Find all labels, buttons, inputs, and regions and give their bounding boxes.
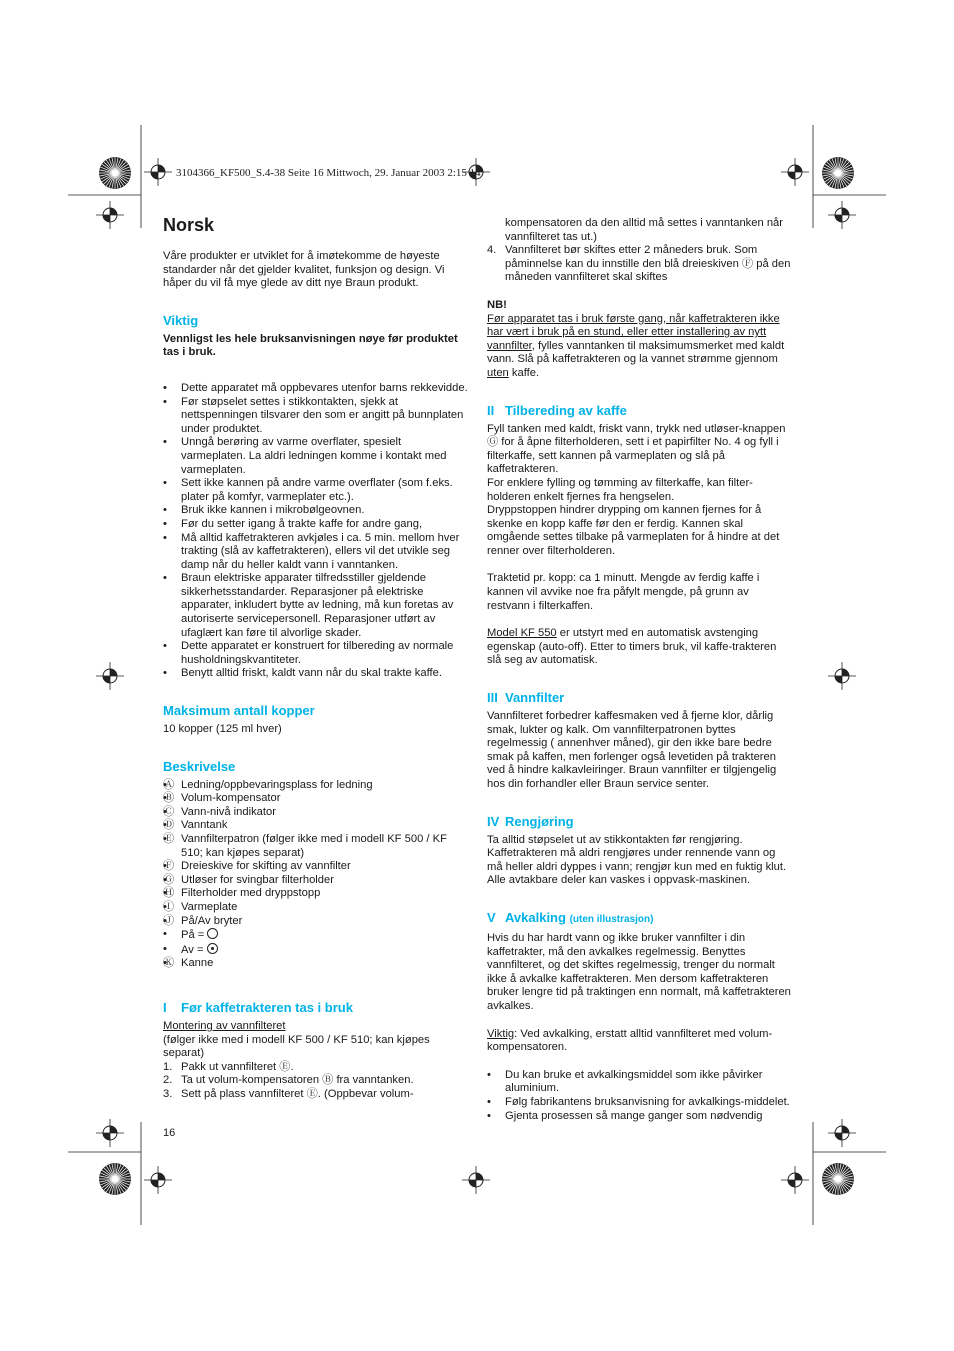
list-item: • Følg fabrikantens bruksanvisning for avkalkings-middelet. bbox=[487, 1096, 792, 1110]
list-item: • Sett ikke kannen på andre varme overflater (som f.eks. plater på komfyr, varmeplater etc.). bbox=[163, 477, 468, 504]
list-item: • Benytt alltid friskt, kaldt vann når du skal trakte kaffe. bbox=[163, 667, 468, 681]
descaling-bullet-list bbox=[487, 1069, 792, 1123]
viktig-notice: Vennligst les hele bruksanvisningen nøye før produktet tas i bruk. bbox=[163, 332, 458, 359]
list-item: • Dette apparatet må oppbevares utenfor barns rekkevidde. bbox=[163, 382, 468, 396]
left-column bbox=[163, 214, 468, 1102]
auto-off-paragraph: Model KF 550 er utstyrt med en automatisk avstenging egenskap (auto-off). Etter to timers bruk, vil kaffe-trakteren slå seg av automatisk. bbox=[487, 627, 777, 667]
brewing-paragraph-2: For enklere fylling og tømming av filterkaffe, kan filter-holderen enkelt fjernes fra hengselen. bbox=[487, 476, 753, 503]
list-item: 3. Sett på plass vannfilteret Ⓔ. (Oppbevar volum- bbox=[163, 1087, 414, 1100]
off-symbol-icon bbox=[207, 928, 218, 939]
list-item: • Unngå berøring av varme overflater, spesielt varmeplaten. La aldri ledningen komme i kontakt med varmeplaten. bbox=[163, 436, 468, 477]
brewing-paragraph-4: Traktetid pr. kopp: ca 1 minutt. Mengde av ferdig kaffe i kannen vil avvike noe fra påfylt mengde, på grunn av restvann i filterkaffen. bbox=[487, 572, 760, 612]
cleaning-paragraph: Ta alltid støpselet ut av stikkontakten før rengjøring. Kaffetrakteren må aldri rengjøres under rennende vann og må heller aldri dyppes i vann; rengjør kun med en fuktig klut. Alle avtakbare deler kan vaskes i oppvask-maskinen. bbox=[487, 833, 787, 887]
descaling-important: Viktig: Ved avkalking, erstatt alltid vannfilteret med volum-kompensatoren. bbox=[487, 1027, 773, 1054]
list-item: • Du kan bruke et avkalkingsmiddel som ikke påvirker aluminium. bbox=[487, 1069, 792, 1096]
list-item: 2. Ta ut volum-kompensatoren Ⓑ fra vanntanken. bbox=[163, 1074, 414, 1087]
list-item: • Før støpselet settes i stikkontakten, sjekk at nettspenningen tilsvarer den som er angitt på bunnplaten under produktet. bbox=[163, 396, 468, 437]
list-item: • På = bbox=[163, 928, 468, 943]
brewing-paragraph-3: Dryppstoppen hindrer drypping om kannen fjernes for å skenke en kopp kaffe før den er ferdig. Kannen skal omgående settes tilbake på varmeplaten for å hindre at det renner over filterholderen. bbox=[487, 504, 780, 557]
water-filter-paragraph: Vannfilteret forbedrer kaffesmaken ved å fjerne klor, dårlig smak, lukter og kalk. Om vannfilterpatronen byttes regelmessig ( annenhver måned), gir den ikke bare bedre smak på kaffen, men forlenger også levetiden på trakteren ved å hindre kalkavleiringer. Braun vannfilter er tilgjengelig hos din forhandler eller Braun service senter. bbox=[487, 710, 777, 790]
description-heading: Beskrivelse bbox=[163, 758, 236, 774]
list-item: • Ⓔ Vannfilterpatron (følger ikke med i modell KF 500 / KF 510; kan kjøpes separat) bbox=[163, 833, 468, 860]
list-item: • Braun elektriske apparater tilfredsstiller gjeldende sikkerhetsstandarder. Reparasjoner på elektriske apparater, inkludert bytte av ledning, må kun foretas av autoriserte servicepersonell. Reparasjoner utført av ufaglært kan føre til alvorlige skader. bbox=[163, 572, 468, 640]
right-column bbox=[487, 217, 792, 1123]
list-item: • Ⓕ Dreieskive for skifting av vannfilter bbox=[163, 860, 468, 874]
list-item: 1. Pakk ut vannfilteret Ⓔ. bbox=[163, 1060, 294, 1073]
list-item: • Bruk ikke kannen i mikrobølgeovnen. bbox=[163, 504, 468, 518]
on-symbol-icon bbox=[207, 943, 218, 954]
nb-paragraph: Før apparatet tas i bruk første gang, når kaffetrakteren ikke har vært i bruk på en stund, eller etter installering av nytt vannfilter, fylles vanntanken til maksimumsmerket med kaldt vann. Slå på kaffetrakteren og la vannet strømme gjennom uten kaffe. bbox=[487, 312, 785, 379]
filter-steps-continued bbox=[487, 244, 792, 285]
list-item: • Ⓑ Volum-kompensator bbox=[163, 792, 468, 806]
list-item: • Ⓘ Varmeplate bbox=[163, 901, 468, 915]
section-4-heading: IV Rengjøring bbox=[487, 813, 574, 829]
intro-paragraph: Våre produkter er utviklet for å imøtekomme de høyeste standarder når det gjelder kvalitet, funksjon og design. Vi håper du vil få mye glede av ditt nye Braun produkt. bbox=[163, 250, 445, 290]
nb-label: NB! bbox=[487, 298, 507, 311]
page-number: 16 bbox=[163, 1127, 176, 1139]
brewing-paragraph-1: Fyll tanken med kaldt, friskt vann, trykk ned utløser-knappen Ⓖ for å åpne filterholderen, sett i et papirfilter No. 4 og fyll i filterkaffe, sett kannen på varmeplaten og slå på kaffetrakteren. bbox=[487, 422, 786, 476]
list-item: • Ⓒ Vann-nivå indikator bbox=[163, 806, 468, 820]
list-item: • Ⓓ Vanntank bbox=[163, 819, 468, 833]
page-title: Norsk bbox=[163, 215, 215, 235]
list-item: • Ⓗ Filterholder med dryppstopp bbox=[163, 887, 468, 901]
safety-bullet-list bbox=[163, 382, 468, 681]
filter-mounting-subheading: Montering av vannfilteret bbox=[163, 1019, 286, 1032]
filter-steps bbox=[163, 1061, 468, 1102]
list-item: • Dette apparatet er konstruert for tilbereding av normale husholdningskvantiteter. bbox=[163, 640, 468, 667]
print-header-line: 3104366_KF500_S.4-38 Seite 16 Mittwoch, 29. Januar 2003 2:15 14 bbox=[176, 167, 481, 179]
list-item: • Ⓙ På/Av bryter bbox=[163, 915, 468, 929]
step-3-continued: kompensatoren da den alltid må settes i vanntanken når vannfilteret tas ut.) bbox=[505, 217, 783, 243]
list-item: • Må alltid kaffetrakteren avkjøles i ca. 5 min. mellom hver trakting (slå av kaffetrakteren), ellers vil det utvikle seg damp når du heller kaldt vann i vanntanken. bbox=[163, 532, 468, 573]
descaling-paragraph: Hvis du har hardt vann og ikke bruker vannfilter i din kaffetrakter, må den avkalkes regelmessig. Benyttes vannfilteret, og det skiftes regelmessig, trenger du normalt ikke å avkalke kaffetrakteren. Men dersom kaffetrakteren bruker lengre tid på traktingen enn normalt, må kaffetrakteren avkalkes. bbox=[487, 931, 791, 1012]
description-list bbox=[163, 779, 468, 971]
list-item: • Ⓚ Kanne bbox=[163, 957, 468, 971]
list-item: • Ⓖ Utløser for svingbar filterholder bbox=[163, 874, 468, 888]
list-item: • Gjenta prosessen så mange ganger som nødvendig bbox=[487, 1110, 792, 1124]
list-item: • Ⓐ Ledning/oppbevaringsplass for ledning bbox=[163, 779, 468, 793]
filter-note: (følger ikke med i modell KF 500 / KF 510; kan kjøpes separat) bbox=[163, 1033, 430, 1060]
max-cups-text: 10 kopper (125 ml hver) bbox=[163, 723, 282, 736]
section-3-heading: III Vannfilter bbox=[487, 690, 565, 706]
list-item: • Av = bbox=[163, 943, 468, 958]
section-5-heading: V Avkalking (uten illustrasjon) bbox=[487, 909, 654, 925]
viktig-heading: Viktig bbox=[163, 312, 199, 328]
max-cups-heading: Maksimum antall kopper bbox=[163, 703, 315, 719]
list-item: 4. Vannfilteret bør skiftes etter 2 måneders bruk. Som påminnelse kan du innstille den blå dreieskiven Ⓕ på den måneden vannfilteret skal skiftes bbox=[487, 244, 791, 284]
section-2-heading: II Tilbereding av kaffe bbox=[487, 402, 627, 418]
list-item: • Før du setter igang å trakte kaffe for andre gang, bbox=[163, 518, 468, 532]
section-1-heading: I Før kaffetrakteren tas i bruk bbox=[163, 999, 353, 1015]
